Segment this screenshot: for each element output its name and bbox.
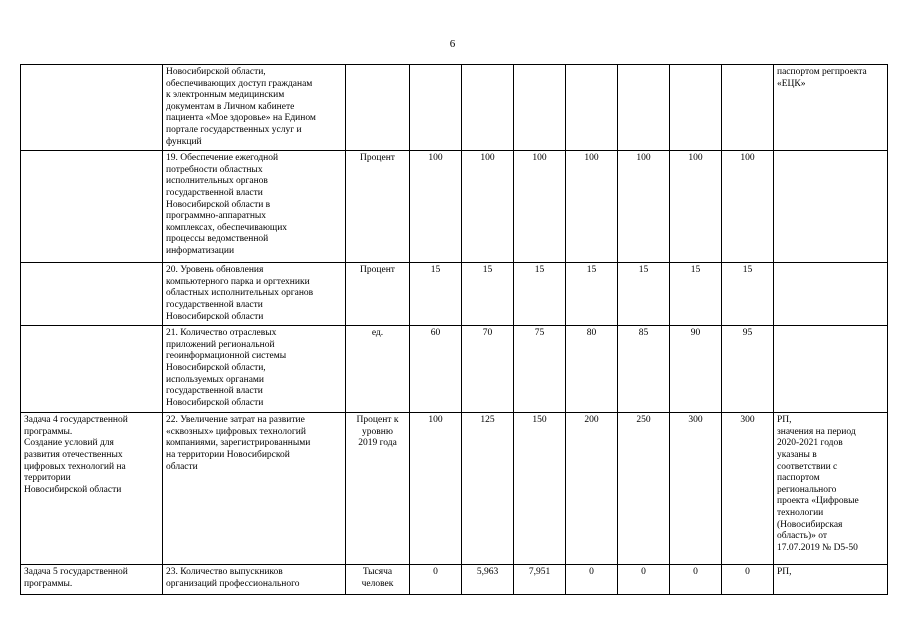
table-row [21, 326, 888, 413]
unit-cell [346, 326, 410, 413]
indicator-cell-line: комплексах, обеспечивающих [166, 222, 288, 233]
note-cell-line: проекта «Цифровые [777, 496, 859, 507]
value-cell: 0 [618, 565, 670, 595]
task-cell-line: Задача 4 государственной [24, 415, 128, 426]
indicator-cell [163, 326, 346, 413]
value-cell: 70 [462, 326, 514, 413]
indicator-cell-line: Новосибирской области [166, 311, 264, 322]
unit-cell-line: Тысяча [362, 567, 393, 578]
value-cell: 15 [670, 263, 722, 326]
note-cell-line: технологии [777, 507, 824, 518]
indicator-cell [163, 65, 346, 151]
task-cell [21, 413, 163, 565]
task-cell [21, 326, 163, 413]
value-cell: 300 [670, 413, 722, 565]
value-cell: 0 [566, 565, 618, 595]
unit-cell-line: Процент [360, 265, 395, 276]
indicator-cell [163, 565, 346, 595]
value-cell: 200 [566, 413, 618, 565]
indicator-cell [163, 151, 346, 263]
indicator-cell-line: 22. Увеличение затрат на развитие [166, 415, 305, 426]
value-cell: 15 [462, 263, 514, 326]
indicator-cell-line: Новосибирской области в [166, 199, 271, 210]
value-cell: 100 [514, 151, 566, 263]
unit-cell [346, 413, 410, 565]
task-cell-line: развития отечественных [24, 449, 123, 460]
value-cell: 150 [514, 413, 566, 565]
note-cell-line: 2020-2021 годов [777, 438, 843, 449]
value-cell: 15 [722, 263, 774, 326]
indicator-cell-line: «сквозных» цифровых технологий [166, 426, 306, 437]
indicator-cell-line: государственной власти [166, 187, 263, 198]
task-cell-line: Задача 5 государственной [24, 567, 128, 578]
unit-cell [346, 565, 410, 595]
task-cell-line: цифровых технологий на [24, 461, 126, 472]
value-cell: 15 [566, 263, 618, 326]
value-cell: 100 [410, 151, 462, 263]
task-cell [21, 263, 163, 326]
indicator-cell-line: обеспечивающих доступ гражданам [166, 78, 313, 89]
value-cell: 75 [514, 326, 566, 413]
value-cell: 90 [670, 326, 722, 413]
note-cell-line: паспортом [777, 473, 820, 484]
indicator-cell-line: исполнительных органов [166, 176, 268, 187]
note-cell [774, 565, 888, 595]
indicator-cell-line: используемых органами [166, 374, 265, 385]
indicator-cell-line: государственной власти [166, 299, 263, 310]
table-row [21, 65, 888, 151]
value-cell: 125 [462, 413, 514, 565]
task-cell [21, 565, 163, 595]
task-cell-line: территории [24, 473, 71, 484]
unit-cell-line: Процент [360, 153, 395, 164]
indicator-cell-line: на территории Новосибирской [166, 449, 290, 460]
value-cell [462, 65, 514, 151]
indicator-cell-line: функций [166, 136, 202, 147]
unit-cell-line: человек [361, 578, 394, 589]
note-cell-line: регионального [777, 484, 837, 495]
table-row [21, 263, 888, 326]
note-cell [774, 326, 888, 413]
note-cell [774, 263, 888, 326]
value-cell: 100 [618, 151, 670, 263]
value-cell: 100 [566, 151, 618, 263]
task-cell-line: Новосибирской области [24, 484, 122, 495]
table-row [21, 413, 888, 565]
note-cell-line: соответствии с [777, 461, 838, 472]
value-cell: 0 [670, 565, 722, 595]
indicator-cell-line: 23. Количество выпускников [166, 567, 283, 578]
task-cell [21, 151, 163, 263]
indicator-cell [163, 263, 346, 326]
value-cell: 0 [410, 565, 462, 595]
indicator-cell-line: областных исполнительных органов [166, 288, 314, 299]
value-cell: 250 [618, 413, 670, 565]
note-cell-line: значения на период [777, 426, 856, 437]
value-cell: 0 [722, 565, 774, 595]
note-cell-line: паспортом регпроекта [777, 67, 867, 77]
indicator-cell-line: Новосибирской области, [166, 362, 266, 373]
note-cell-line: 17.07.2019 № D5-50 [777, 542, 858, 553]
task-cell-line: Создание условий для [24, 438, 114, 449]
indicator-cell-line: документам в Личном кабинете [166, 101, 295, 112]
value-cell: 60 [410, 326, 462, 413]
task-cell [21, 65, 163, 151]
unit-cell [346, 263, 410, 326]
value-cell: 100 [462, 151, 514, 263]
indicator-cell-line: 19. Обеспечение ежегодной [166, 153, 279, 164]
indicator-cell-line: процессы ведомственной [166, 234, 269, 245]
note-cell-line: указаны в [777, 449, 817, 460]
note-cell-line: область)» от [777, 531, 828, 542]
indicator-cell-line: организаций профессионального [166, 578, 300, 589]
unit-cell-line: 2019 года [358, 438, 397, 449]
value-cell: 300 [722, 413, 774, 565]
value-cell: 100 [410, 413, 462, 565]
note-cell-line: РП, [777, 567, 792, 578]
indicator-cell-line: потребности областных [166, 164, 263, 175]
indicator-cell [163, 413, 346, 565]
value-cell [670, 65, 722, 151]
indicator-cell-line: компаниями, зарегистрированными [166, 438, 311, 449]
page-number: 6 [449, 38, 456, 50]
unit-cell-line: ед. [371, 328, 384, 339]
indicator-cell-line: области [166, 461, 198, 472]
indicator-cell-line: к электронным медицинским [166, 90, 285, 101]
value-cell: 15 [618, 263, 670, 326]
value-cell: 15 [410, 263, 462, 326]
note-cell-line: РП, [777, 415, 792, 426]
value-cell [722, 65, 774, 151]
task-cell-line: программы. [24, 426, 73, 437]
indicator-cell-line: геоинформационной системы [166, 351, 287, 362]
unit-cell-line: Процент к [356, 415, 399, 426]
note-cell [774, 151, 888, 263]
value-cell [566, 65, 618, 151]
indicator-cell-line: Новосибирской области [166, 397, 264, 408]
value-cell [410, 65, 462, 151]
table-row [21, 565, 888, 595]
indicator-cell-line: пациента «Мое здоровье» на Едином [166, 113, 316, 124]
indicator-cell-line: государственной власти [166, 386, 263, 397]
indicator-cell-line: приложений региональной [166, 339, 275, 350]
unit-cell-line: уровню [362, 426, 393, 437]
value-cell: 85 [618, 326, 670, 413]
note-cell [774, 413, 888, 565]
unit-cell [346, 65, 410, 151]
indicator-cell-line: портале государственных услуг и [166, 124, 302, 135]
value-cell: 7,951 [514, 565, 566, 595]
indicator-cell-line: компьютерного парка и оргтехники [166, 276, 310, 287]
task-cell-line: программы. [24, 578, 73, 589]
value-cell: 100 [670, 151, 722, 263]
value-cell [514, 65, 566, 151]
value-cell [618, 65, 670, 151]
indicator-cell-line: 20. Уровень обновления [166, 265, 264, 276]
indicator-cell-line: Новосибирской области, [166, 67, 266, 77]
indicators-table [20, 64, 888, 595]
note-cell-line: (Новосибирская [777, 519, 843, 530]
value-cell: 80 [566, 326, 618, 413]
value-cell: 5,963 [462, 565, 514, 595]
note-cell-line: «ЕЦК» [777, 78, 806, 89]
value-cell: 15 [514, 263, 566, 326]
unit-cell [346, 151, 410, 263]
value-cell: 100 [722, 151, 774, 263]
indicator-cell-line: информатизации [166, 245, 235, 256]
indicator-cell-line: 21. Количество отраслевых [166, 328, 277, 339]
note-cell [774, 65, 888, 151]
table-row [21, 151, 888, 263]
value-cell: 95 [722, 326, 774, 413]
indicator-cell-line: программно-аппаратных [166, 211, 267, 222]
